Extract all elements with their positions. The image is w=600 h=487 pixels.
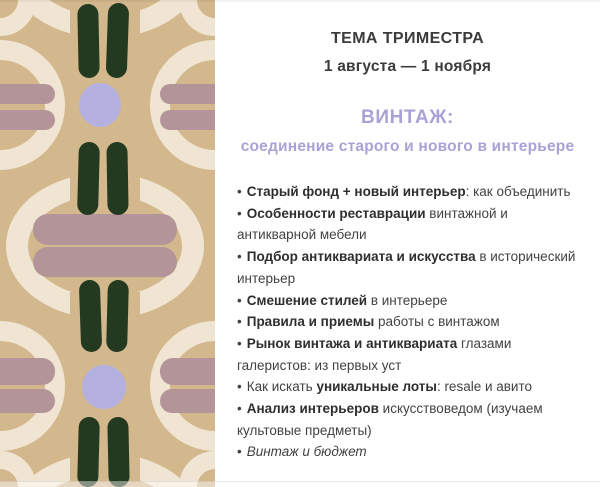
topic-item bbox=[237, 441, 585, 463]
topic-text-segment: искусствоведом (изучаем культовые предметы) bbox=[237, 401, 543, 438]
topic-text-segment: Правила и приемы bbox=[246, 314, 375, 330]
topic-text-segment: : как объединить bbox=[465, 184, 571, 199]
bullet-icon: • bbox=[237, 401, 242, 417]
slide-top-edge bbox=[0, 0, 600, 2]
topic-item bbox=[237, 311, 585, 333]
content-panel bbox=[215, 0, 600, 487]
topic-text-segment: винтажной и антикварной мебели bbox=[237, 205, 508, 243]
bullet-icon: • bbox=[237, 292, 242, 308]
topic-text-segment: Винтаж и бюджет bbox=[246, 444, 367, 460]
pattern-artwork bbox=[0, 0, 215, 487]
bullet-icon: • bbox=[237, 379, 242, 395]
topic-item bbox=[237, 246, 585, 289]
bullet-icon: • bbox=[237, 184, 242, 199]
topics-list bbox=[237, 181, 585, 463]
topic-text-segment: Подбор антиквариата и искусства bbox=[246, 249, 476, 265]
topic-text-segment: Смешение стилей bbox=[246, 292, 368, 308]
page-title: ТЕМА ТРИМЕСТРА bbox=[330, 30, 485, 47]
topic-item bbox=[237, 398, 585, 441]
topic-text-segment: Анализ интерьеров bbox=[246, 401, 379, 417]
topic-text-segment: Особенности реставрации bbox=[246, 205, 426, 221]
topic-text-segment: в интерьере bbox=[367, 292, 448, 308]
topic-item bbox=[237, 333, 585, 376]
bullet-icon: • bbox=[237, 314, 242, 330]
topic-text-segment: Как искать bbox=[246, 379, 317, 395]
topic-text-segment: в исторический интерьер bbox=[237, 249, 576, 286]
topic-text-segment: работы с винтажом bbox=[374, 314, 500, 330]
theme-subtitle: соединение старого и нового в интерьере bbox=[240, 138, 575, 155]
bullet-icon: • bbox=[237, 335, 242, 351]
bullet-icon: • bbox=[237, 249, 242, 265]
topic-text-segment: Рынок винтажа и антиквариата bbox=[246, 335, 458, 351]
bullet-icon: • bbox=[237, 444, 242, 460]
slide-bottom-edge bbox=[0, 481, 600, 487]
topic-text-segment: Старый фонд + новый интерьер bbox=[246, 184, 466, 199]
decorative-pattern-panel bbox=[0, 0, 215, 487]
topic-item bbox=[237, 203, 585, 246]
topic-text-segment: глазами галеристов: из первых уст bbox=[237, 335, 512, 373]
topic-text-segment: уникальные лоты bbox=[316, 379, 437, 395]
topic-item bbox=[237, 376, 585, 398]
theme-title: ВИНТАЖ: bbox=[361, 107, 454, 128]
date-range: 1 августа — 1 ноября bbox=[323, 58, 492, 75]
topic-item bbox=[237, 290, 585, 312]
topic-text-segment: : resale и авито bbox=[436, 379, 533, 395]
bullet-icon: • bbox=[237, 205, 242, 221]
topic-item bbox=[237, 181, 585, 203]
